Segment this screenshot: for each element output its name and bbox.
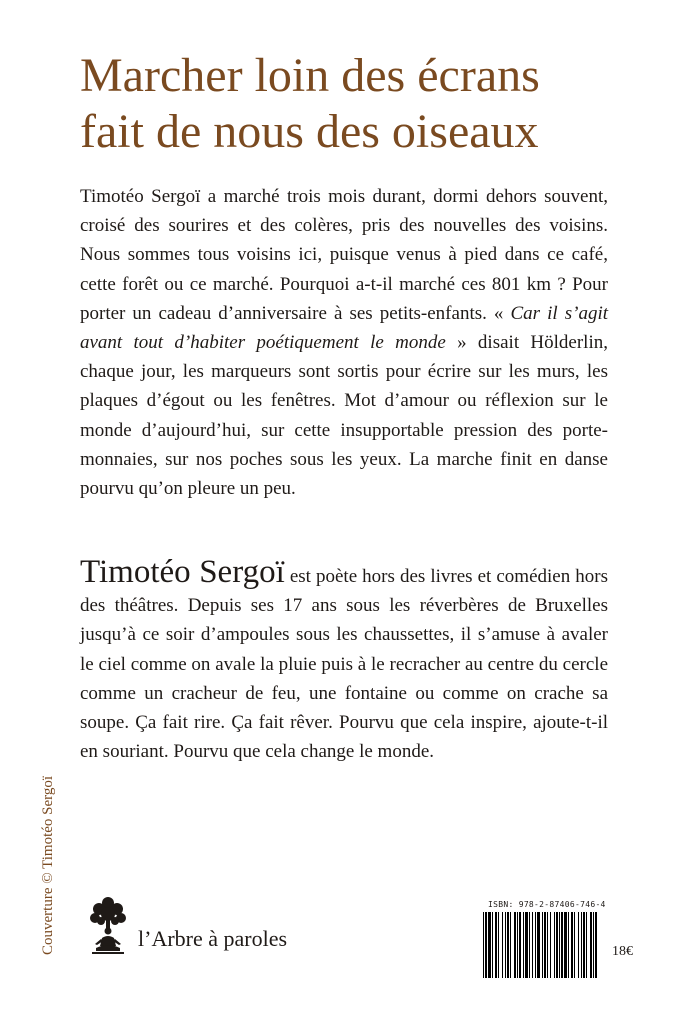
- title-line-1: Marcher loin des écrans: [80, 49, 540, 102]
- author-name: Timotéo Sergoï: [80, 554, 285, 590]
- publisher-block: [88, 894, 287, 956]
- book-title: [80, 48, 660, 160]
- holderlin-quote: Car il s’agit avant tout d’habiter poétiquement le monde: [80, 302, 609, 354]
- author-bio-text: est poète hors des livres et comédien hors des théâtres. Depuis ses 17 ans sous les réverbères de Bruxelles jusqu’à ce soir d’ampoules sous les chaussettes, il s’amuse à avaler le ciel comme on avale la pluie puis à le recracher au centre du cercle comme un cracheur de feu, une fontaine ou comme on crache sa soupe. Ça fait rire. Ça fait rêver. Pourvu que cela inspire, ajoute-t-il en souriant. Pourvu que cela change le monde.: [80, 566, 608, 763]
- summary-text-end: » disait Hölderlin, chaque jour, les marqueurs sont sortis pour écrire sur les murs, les plaques d’égout ou les fenêtres. Mot d’amour ou réflexion sur le monde d’aujourd’hui, sur cette insupportable pression des porte-monnaies, sur nos poches sous les yeux. La marche finit en danse pourvu qu’on pleure un peu.: [80, 332, 608, 500]
- tree-meditating-figure-icon: [88, 894, 128, 956]
- summary-paragraph: [80, 182, 608, 503]
- isbn-label: ISBN: 978-2-87406-746-4: [488, 900, 606, 909]
- cover-credit: Couverture © Timotéo Sergoï: [40, 775, 56, 955]
- barcode-image: [481, 912, 601, 982]
- title-line-2: fait de nous des oiseaux: [80, 105, 539, 158]
- author-bio-paragraph: [80, 554, 608, 766]
- price-label: 18€: [612, 944, 633, 959]
- publisher-name: l’Arbre à paroles: [138, 926, 288, 951]
- summary-text-start: Timotéo Sergoï a marché trois mois durant, dormi dehors souvent, croisé des sourires et des colères, pris des nouvelles des voisins. Nous sommes tous voisins ici, puisque venus à pied dans ce café, cette forêt ou ce marché. Pourquoi a-t-il marché ces 801 km ? Pour porter un cadeau d’anniversaire à ses petits-enfants. «: [80, 186, 608, 324]
